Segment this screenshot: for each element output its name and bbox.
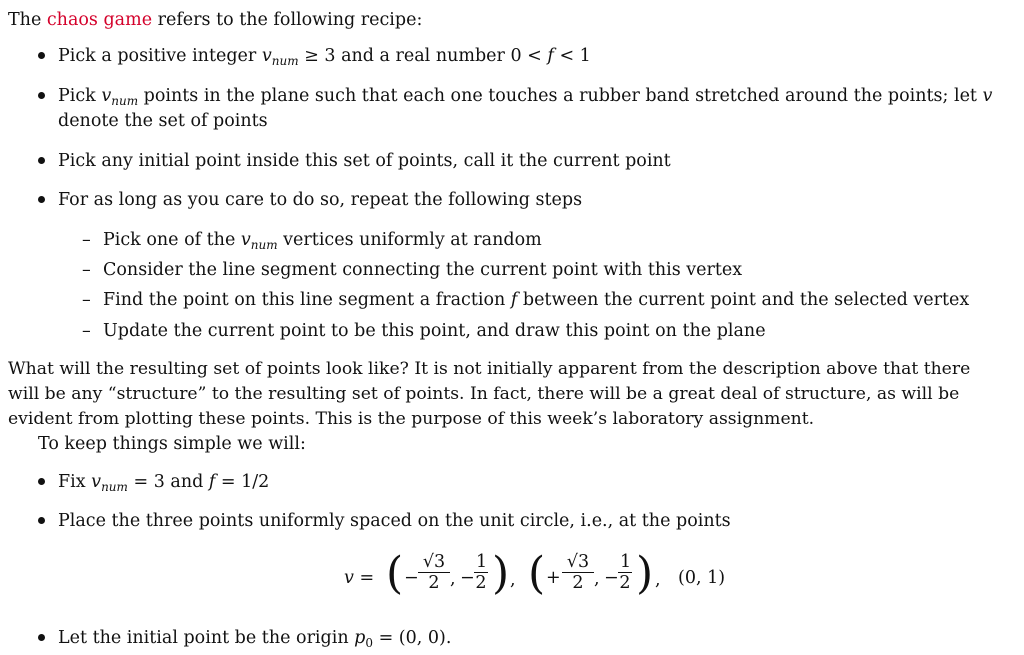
bullet-item-place-points: Place the three points uniformly spaced on the unit circle, i.e., at the points (58, 511, 731, 531)
bullet-item-pick-points: Pick $v_{num}$ points in the plane such that each one touches a rubber band stretched around the points; let v (58, 86, 993, 108)
bullet-item-pick-points-cont: denote the set of points (58, 111, 268, 131)
bullet-icon (38, 517, 45, 524)
paragraph-line: What will the resulting set of points look like? It is not initially apparent from the description above that there (8, 359, 971, 379)
bullet-icon (38, 478, 45, 485)
dash-icon: – (82, 321, 91, 341)
bullet-item-repeat: For as long as you care to do so, repeat the following steps (58, 190, 583, 210)
step-update-point: Update the current point to be this point, and draw this point on the plane (103, 321, 766, 341)
bullet-icon (38, 157, 45, 164)
equation: v = ( − $\frac{√3}{2}$ , − $\frac{1}{2}$ ) , ( + $\frac{√3}{2}$ , − $\frac{1}{2}$ ) , (0, 1) (344, 548, 726, 599)
bullet-icon (38, 52, 45, 59)
step-consider-segment: Consider the line segment connecting the current point with this vertex (103, 260, 743, 280)
bullet-icon (38, 634, 45, 641)
bullet-item-initial-origin: Let the initial point be the origin $p_0 = (0$, 0). (58, 628, 452, 650)
paragraph-line: will be any “structure” to the resulting set of points. In fact, there will be a great deal of structure, as will be (8, 384, 960, 404)
chaos-game-link[interactable]: chaos game (46, 10, 153, 30)
step-find-point: Find the point on this line segment a fraction f between the current point and the selected vertex (103, 290, 970, 310)
bullet-item-initial-point: Pick any initial point inside this set of points, call it the current point (58, 151, 671, 171)
paragraph-line: evident from plotting these points. This is the purpose of this week’s laboratory assignment. (8, 409, 815, 429)
dash-icon: – (82, 290, 91, 310)
bullet-icon (38, 92, 45, 99)
step-pick-vertex: Pick one of the $v_{num}$ vertices uniformly at random (103, 230, 542, 252)
intro-line: The chaos game refers to the following recipe: (8, 10, 423, 30)
bullet-item-pick-integer: Pick a positive integer $v_{num} \ge 3$ and a real number 0 < f < 1 (58, 46, 591, 68)
dash-icon: – (82, 260, 91, 280)
bullet-icon (38, 196, 45, 203)
paragraph-line: To keep things simple we will: (38, 434, 306, 454)
dash-icon: – (82, 230, 91, 250)
bullet-item-fix-values: Fix $v_{num} = 3$ and f = 1/2 (58, 472, 270, 494)
